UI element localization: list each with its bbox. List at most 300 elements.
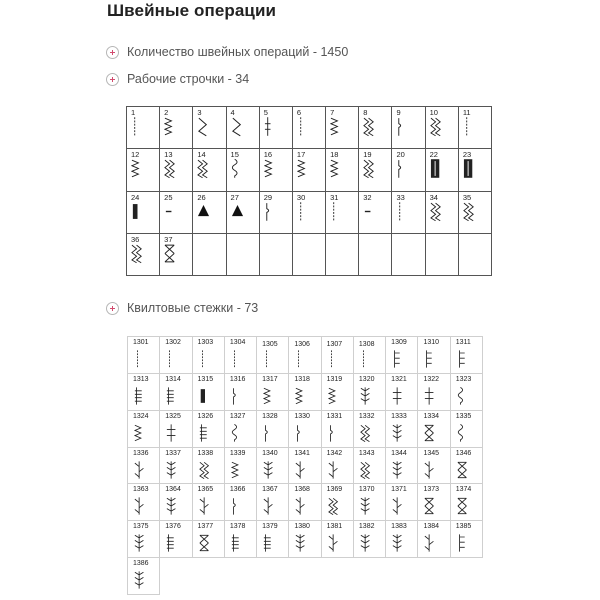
stitch-number: 1328 — [262, 412, 278, 420]
stitch-cell-16 — [260, 149, 293, 191]
branch-icon — [134, 460, 146, 480]
stitch-cell-1320 — [354, 374, 386, 411]
three-step-zigzag-icon — [231, 116, 244, 137]
stitch-cell-1370 — [354, 484, 386, 521]
overlock-icon — [363, 158, 376, 179]
straight-stitch-icon — [199, 349, 211, 369]
stitch-cell-1317 — [257, 374, 289, 411]
stitch-number: 1345 — [423, 449, 440, 457]
zigzag-icon — [231, 460, 243, 480]
stitch-cell-1322 — [418, 374, 450, 411]
blind-hem-icon — [328, 423, 340, 443]
stitch-number: 16 — [263, 150, 273, 160]
empty-cell — [227, 234, 260, 276]
stitch-cell-1369 — [322, 484, 354, 521]
stitch-cell-36 — [127, 234, 160, 276]
feather-icon — [134, 533, 146, 553]
feather-icon — [392, 460, 404, 480]
stitch-cell-1342 — [322, 448, 354, 485]
stitch-cell-1386 — [128, 558, 160, 595]
stitch-cell-1331 — [322, 411, 354, 448]
stitch-number: 1302 — [165, 339, 181, 346]
straight-stitch-icon — [297, 116, 310, 137]
stitch-cell-13 — [160, 149, 193, 191]
stitch-number: 1322 — [423, 375, 440, 383]
stitch-cell-8 — [359, 107, 392, 149]
stitch-number: 1314 — [165, 375, 181, 383]
stitch-number: 34 — [429, 192, 438, 202]
ladder-icon — [231, 533, 243, 553]
stitch-number: 33 — [396, 192, 405, 202]
cross-stitch-icon — [457, 460, 469, 480]
stitch-cell-24 — [127, 192, 160, 234]
stitch-number: 1386 — [133, 560, 149, 568]
bullet-item-quilt-stitches[interactable] — [106, 298, 258, 318]
cross-stitch-icon — [164, 243, 177, 264]
stitch-cell-1310 — [418, 337, 450, 374]
blind-hem-icon — [263, 423, 275, 443]
stitch-cell-1330 — [289, 411, 321, 448]
stitch-number: 1313 — [133, 375, 149, 383]
stitch-number: 23 — [462, 150, 472, 160]
stitch-number: 1341 — [294, 449, 310, 457]
stitch-cell-1338 — [193, 448, 225, 485]
overlock-icon — [131, 243, 144, 264]
stitch-number: 1308 — [358, 341, 375, 348]
stitch-number: 1335 — [455, 412, 472, 420]
feather-icon — [295, 533, 307, 553]
stitch-number: 2 — [164, 108, 169, 117]
bullet-label: Квилтовые стежки - 73 — [127, 301, 259, 315]
stitch-cell-1346 — [451, 448, 483, 485]
stitch-number: 1331 — [326, 412, 343, 420]
straight-stitch-icon — [328, 349, 340, 369]
stitch-number: 18 — [330, 150, 339, 160]
stitch-cell-1383 — [386, 521, 418, 558]
stitch-number: 4 — [230, 108, 235, 117]
stitch-cell-17 — [293, 149, 326, 191]
stitch-number: 1344 — [391, 449, 407, 457]
stitch-number: 1306 — [294, 341, 310, 348]
stitch-cell-1336 — [128, 448, 160, 485]
stitch-number: 17 — [296, 150, 306, 160]
stitch-number: 1305 — [262, 341, 278, 348]
stitch-cell-1375 — [128, 521, 160, 558]
stitch-cell-1371 — [386, 484, 418, 521]
feather-icon — [392, 423, 404, 443]
stitch-cell-1306 — [289, 337, 321, 374]
stitch-cell-1333 — [386, 411, 418, 448]
buttonhole-icon — [430, 158, 443, 179]
stitch-number: 1337 — [165, 449, 181, 457]
stitch-number: 1363 — [133, 486, 149, 494]
feather-icon — [263, 460, 275, 480]
overlock-icon — [197, 158, 210, 179]
stitch-cell-1334 — [418, 411, 450, 448]
overlock-icon — [363, 116, 376, 137]
stitch-cell-5 — [260, 107, 293, 149]
stitch-cell-20 — [392, 149, 425, 191]
stitch-number: 1315 — [197, 375, 214, 383]
stitch-number: 1323 — [455, 375, 472, 383]
page-title: Швейные операции — [107, 1, 277, 20]
stitch-number: 1369 — [326, 486, 343, 494]
stitch-number: 1385 — [455, 523, 472, 531]
straight-stitch-icon — [330, 201, 343, 222]
stitch-number: 8 — [363, 108, 368, 117]
stitch-number: 1316 — [229, 375, 246, 383]
stitch-number: 1303 — [197, 339, 214, 346]
working-stitches-table — [126, 106, 492, 276]
stitch-cell-1344 — [386, 448, 418, 485]
wave-icon — [231, 423, 243, 443]
stitch-number: 1301 — [133, 339, 149, 346]
stitch-number: 9 — [396, 108, 401, 117]
feather-icon — [166, 496, 178, 516]
straight-stitch-icon — [463, 116, 476, 137]
stitch-number: 1321 — [391, 375, 407, 383]
stitch-cell-1304 — [225, 337, 257, 374]
triangle-icon — [197, 201, 210, 222]
stitch-number: 1334 — [423, 412, 440, 420]
plus-circle-icon[interactable] — [106, 73, 119, 86]
zigzag-icon — [263, 386, 275, 406]
stitch-cell-1368 — [289, 484, 321, 521]
stitch-number: 24 — [131, 192, 140, 202]
stitch-cell-1325 — [160, 411, 192, 448]
stitch-number: 1 — [131, 108, 136, 117]
stitch-number: 1364 — [165, 486, 181, 494]
stitch-cell-25 — [160, 192, 193, 234]
overlock-icon — [430, 116, 443, 137]
straight-stitch-icon — [396, 201, 409, 222]
stitch-cell-1327 — [225, 411, 257, 448]
stitch-number: 1338 — [197, 449, 214, 457]
stitch-number: 1368 — [294, 486, 310, 494]
stitch-cell-37 — [160, 234, 193, 276]
straight-stitch-icon — [131, 116, 144, 137]
stitch-cell-1326 — [193, 411, 225, 448]
stitch-number: 1310 — [423, 339, 440, 346]
stitch-cell-1385 — [451, 521, 483, 558]
zigzag-icon — [330, 158, 343, 179]
dash-icon — [164, 201, 177, 222]
stitch-number: 1346 — [455, 449, 472, 457]
bullet-item-working-stitches[interactable] — [106, 69, 249, 89]
stitch-number: 1383 — [391, 523, 407, 531]
stitch-number: 1373 — [423, 486, 440, 494]
zigzag-icon — [328, 386, 340, 406]
stitch-cell-1366 — [225, 484, 257, 521]
stitch-cell-1 — [127, 107, 160, 149]
stitch-number: 1307 — [326, 341, 343, 348]
feather-icon — [360, 496, 372, 516]
stitch-cell-30 — [293, 192, 326, 234]
stitch-cell-1381 — [322, 521, 354, 558]
stitch-number: 1339 — [229, 449, 246, 457]
plus-circle-icon[interactable] — [106, 302, 119, 315]
stitch-number: 3 — [197, 108, 202, 117]
blind-hem-icon — [295, 423, 307, 443]
stitch-number: 10 — [429, 108, 438, 117]
stitch-cell-15 — [227, 149, 260, 191]
stitch-number: 1333 — [391, 412, 407, 420]
stitch-number: 1384 — [423, 523, 440, 531]
stitch-cell-1302 — [160, 337, 192, 374]
stitch-number: 1332 — [358, 412, 375, 420]
stitch-cell-1378 — [225, 521, 257, 558]
zigzag-icon — [164, 116, 177, 137]
comb-icon — [457, 349, 469, 369]
stitch-cell-1364 — [160, 484, 192, 521]
stitch-number: 15 — [230, 150, 239, 160]
stitch-cell-1323 — [451, 374, 483, 411]
stitch-cell-31 — [326, 192, 359, 234]
stitch-cell-29 — [260, 192, 293, 234]
overlock-icon — [360, 423, 372, 443]
stitch-number: 1330 — [294, 412, 310, 420]
stitch-cell-1384 — [418, 521, 450, 558]
stitch-cell-4 — [227, 107, 260, 149]
stitch-cell-1379 — [257, 521, 289, 558]
stitch-cell-3 — [193, 107, 226, 149]
stitch-cell-7 — [326, 107, 359, 149]
overlock-icon — [360, 460, 372, 480]
feather-icon — [360, 386, 372, 406]
empty-cell — [426, 234, 459, 276]
stitch-cell-1343 — [354, 448, 386, 485]
zigzag-icon — [330, 116, 343, 137]
branch-icon — [392, 496, 404, 516]
stitch-cell-23 — [459, 149, 492, 191]
stitch-cell-11 — [459, 107, 492, 149]
straight-stitch-icon — [360, 349, 372, 369]
feather-icon — [360, 533, 372, 553]
straight-stitch-icon — [166, 349, 178, 369]
branch-icon — [424, 533, 436, 553]
stitch-number: 37 — [164, 234, 173, 244]
stitch-cell-1339 — [225, 448, 257, 485]
straight-stitch-icon — [295, 349, 307, 369]
stitch-number: 13 — [164, 150, 173, 160]
feather-icon — [134, 570, 146, 590]
stitch-cell-1345 — [418, 448, 450, 485]
stitch-cell-19 — [359, 149, 392, 191]
stitch-number: 1375 — [133, 523, 149, 531]
stitch-number: 1327 — [229, 412, 246, 420]
overlock-icon — [199, 460, 211, 480]
stitch-cell-10 — [426, 107, 459, 149]
ladder-icon — [166, 386, 178, 406]
zigzag-icon — [297, 158, 310, 179]
cross-stitch-icon — [424, 423, 436, 443]
quilt-stitches-table — [127, 336, 483, 595]
stitch-number: 1367 — [262, 486, 278, 494]
empty-cell — [326, 234, 359, 276]
zigzag-icon — [134, 423, 146, 443]
branch-icon — [328, 533, 340, 553]
straight-stitch-icon — [297, 201, 310, 222]
stitch-cell-6 — [293, 107, 326, 149]
plus-circle-icon[interactable] — [106, 46, 119, 59]
stitch-cell-1309 — [386, 337, 418, 374]
comb-icon — [424, 349, 436, 369]
zigzag-icon — [295, 386, 307, 406]
stitch-number: 1320 — [358, 375, 375, 383]
cross-icon — [166, 423, 178, 443]
stitch-cell-1367 — [257, 484, 289, 521]
stitch-number: 1370 — [358, 486, 375, 494]
stitch-number: 1319 — [326, 375, 343, 383]
dash-icon — [363, 201, 376, 222]
stitch-cell-33 — [392, 192, 425, 234]
stitch-number: 36 — [131, 234, 140, 244]
stitch-number: 1317 — [262, 375, 278, 383]
cross-stitch-icon — [457, 496, 469, 516]
stitch-number: 1340 — [262, 449, 278, 457]
stitch-number: 32 — [363, 192, 372, 202]
stitch-number: 20 — [396, 150, 405, 160]
stitch-cell-1314 — [160, 374, 192, 411]
branch-icon — [295, 496, 307, 516]
stitch-number: 12 — [131, 150, 140, 160]
branch-icon — [424, 460, 436, 480]
cross-icon — [424, 386, 436, 406]
bartack-icon — [264, 116, 277, 137]
stitch-number: 7 — [330, 108, 335, 117]
stitch-number: 1374 — [455, 486, 472, 494]
stitch-cell-1319 — [322, 374, 354, 411]
blind-hem-icon — [264, 201, 277, 222]
stitch-number: 30 — [296, 192, 306, 202]
stitch-number: 27 — [230, 192, 239, 202]
wave-icon — [457, 386, 469, 406]
stitch-cell-1377 — [193, 521, 225, 558]
stitch-cell-1374 — [451, 484, 483, 521]
bullet-item-stitch-count[interactable] — [106, 42, 348, 62]
stitch-cell-35 — [459, 192, 492, 234]
stitch-cell-1382 — [354, 521, 386, 558]
stitch-cell-27 — [227, 192, 260, 234]
straight-stitch-icon — [263, 349, 275, 369]
stitch-number: 1378 — [229, 523, 246, 531]
comb-icon — [392, 349, 404, 369]
ladder-icon — [134, 386, 146, 406]
overlock-icon — [430, 201, 443, 222]
ladder-icon — [199, 423, 211, 443]
stitch-cell-1335 — [451, 411, 483, 448]
stitch-number: 5 — [263, 108, 268, 117]
zigzag-icon — [131, 158, 144, 179]
branch-icon — [263, 496, 275, 516]
empty-cell — [359, 234, 392, 276]
stitch-number: 26 — [197, 192, 206, 202]
overlock-icon — [328, 496, 340, 516]
stitch-cell-1311 — [451, 337, 483, 374]
stitch-number: 31 — [330, 192, 339, 202]
stitch-cell-32 — [359, 192, 392, 234]
ladder-icon — [263, 533, 275, 553]
overlock-icon — [463, 201, 476, 222]
stitch-number: 1325 — [165, 412, 181, 420]
stitch-cell-1305 — [257, 337, 289, 374]
empty-cell — [459, 234, 492, 276]
blind-hem-icon — [231, 386, 243, 406]
stitch-cell-1321 — [386, 374, 418, 411]
stitch-number: 1342 — [326, 449, 343, 457]
overlock-icon — [164, 158, 177, 179]
stitch-cell-18 — [326, 149, 359, 191]
straight-stitch-icon — [134, 349, 146, 369]
stitch-cell-26 — [193, 192, 226, 234]
stitch-cell-1328 — [257, 411, 289, 448]
stitch-number: 14 — [197, 150, 206, 160]
ladder-icon — [166, 533, 178, 553]
stitch-cell-1315 — [193, 374, 225, 411]
cross-icon — [392, 386, 404, 406]
stitch-number: 19 — [363, 150, 372, 160]
stitch-number: 29 — [263, 192, 273, 202]
stitch-number: 1377 — [197, 523, 214, 531]
stitch-cell-1337 — [160, 448, 192, 485]
zigzag-icon — [264, 158, 277, 179]
stitch-number: 25 — [164, 192, 173, 202]
stitch-cell-1332 — [354, 411, 386, 448]
blind-hem-icon — [231, 496, 243, 516]
stitch-number: 1382 — [358, 523, 375, 531]
stitch-cell-1340 — [257, 448, 289, 485]
cross-stitch-icon — [424, 496, 436, 516]
empty-cell — [293, 234, 326, 276]
bullet-label: Количество швейных операций - 1450 — [127, 45, 349, 59]
stitch-number: 1304 — [229, 339, 246, 346]
empty-cell — [392, 234, 425, 276]
stitch-cell-1373 — [418, 484, 450, 521]
stitch-number: 35 — [462, 192, 472, 202]
stitch-cell-1316 — [225, 374, 257, 411]
stitch-cell-1324 — [128, 411, 160, 448]
stitch-cell-1308 — [354, 337, 386, 374]
triangle-icon — [231, 201, 244, 222]
stitch-number: 1365 — [197, 486, 214, 494]
stitch-number: 1380 — [294, 523, 310, 531]
feather-icon — [166, 460, 178, 480]
stitch-number: 1309 — [391, 339, 407, 346]
satin-bar-icon — [131, 201, 144, 222]
stitch-number: 1371 — [391, 486, 407, 494]
comb-icon — [457, 533, 469, 553]
empty-cell — [260, 234, 293, 276]
stitch-number: 22 — [429, 150, 438, 160]
stitch-cell-12 — [127, 149, 160, 191]
stitch-number: 1311 — [455, 339, 471, 346]
stitch-cell-1301 — [128, 337, 160, 374]
satin-bar-icon — [199, 386, 211, 406]
stitch-number: 1376 — [165, 523, 181, 531]
stitch-cell-34 — [426, 192, 459, 234]
wave-icon — [457, 423, 469, 443]
stitch-cell-1303 — [193, 337, 225, 374]
stitch-cell-2 — [160, 107, 193, 149]
stitch-number: 1366 — [229, 486, 246, 494]
stitch-number: 1324 — [133, 412, 149, 420]
branch-icon — [134, 496, 146, 516]
stitch-cell-1380 — [289, 521, 321, 558]
stitch-cell-1307 — [322, 337, 354, 374]
stitch-cell-1363 — [128, 484, 160, 521]
straight-stitch-icon — [231, 349, 243, 369]
bullet-label: Рабочие строчки - 34 — [127, 72, 250, 86]
